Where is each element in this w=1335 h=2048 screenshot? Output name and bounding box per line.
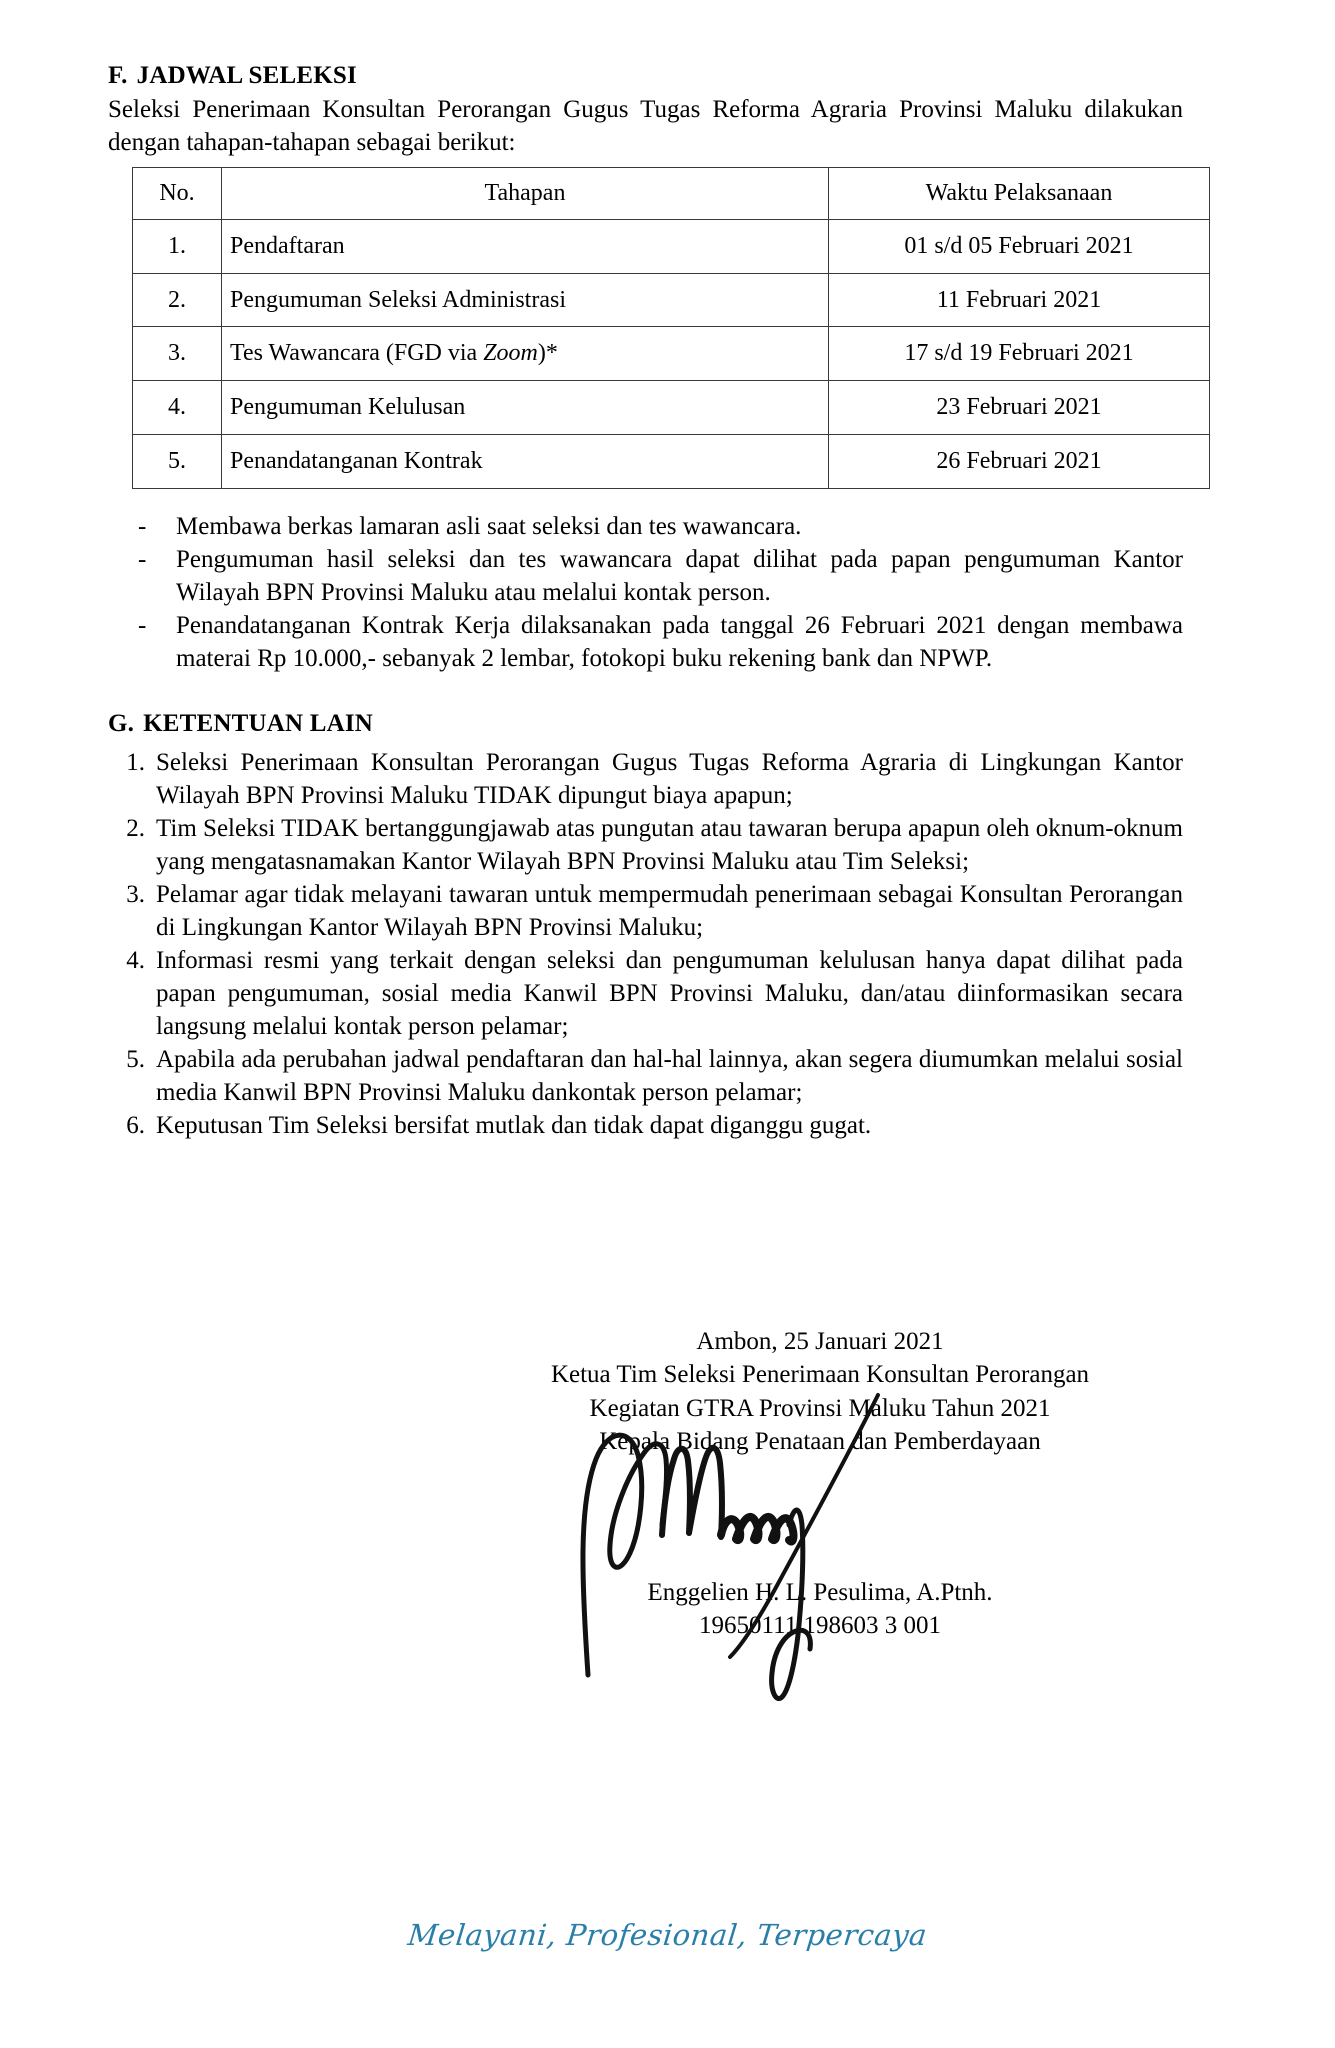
section-f-heading bbox=[108, 60, 1183, 92]
list-item bbox=[108, 1043, 1183, 1109]
signature-role-line-3: Kepala Bidang Penataan dan Pemberdayaan bbox=[599, 1427, 1041, 1455]
note-text: Penandatanganan Kontrak Kerja dilaksanakan pada tanggal 26 Februari 2021 dengan membawa materai Rp 10.000,- sebanyak 2 lembar, fotokopi buku rekening bank dan NPWP. bbox=[176, 612, 1183, 672]
signature-place-date: Ambon, 25 Januari 2021 bbox=[696, 1328, 944, 1355]
row-waktu: 17 s/d 19 Februari 2021 bbox=[829, 327, 1210, 381]
item-number: 2. bbox=[126, 815, 145, 843]
row-no: 1. bbox=[133, 219, 222, 273]
note-text: Pengumuman hasil seleksi dan tes wawancara dapat dilihat pada papan pengumuman Kantor Wilayah BPN Provinsi Maluku atau melalui kontak person. bbox=[176, 546, 1183, 606]
section-g-title: KETENTUAN LAIN bbox=[143, 710, 374, 738]
row-tahapan bbox=[222, 381, 829, 435]
list-item bbox=[108, 746, 1183, 812]
row-no: 2. bbox=[133, 273, 222, 327]
header-tahapan: Tahapan bbox=[222, 168, 829, 220]
document-content bbox=[108, 60, 1183, 1142]
table-header-row bbox=[133, 168, 1210, 220]
signatory-name: Enggelien H. L. Pesulima, A.Ptnh. bbox=[647, 1579, 993, 1606]
row-tahapan-text: Penandatanganan Kontrak bbox=[230, 447, 483, 474]
row-tahapan bbox=[222, 327, 829, 381]
table-row bbox=[133, 381, 1210, 435]
list-item bbox=[108, 944, 1183, 1043]
footer-tagline: Melayani, Profesional, Terpercaya bbox=[406, 1918, 929, 1952]
list-item bbox=[130, 544, 1183, 609]
item-number: 5. bbox=[126, 1046, 145, 1074]
table-row bbox=[133, 273, 1210, 327]
header-waktu: Waktu Pelaksanaan bbox=[829, 168, 1210, 220]
row-tahapan bbox=[222, 219, 829, 273]
schedule-table bbox=[132, 167, 1210, 489]
section-g-heading bbox=[108, 708, 1183, 740]
table-row bbox=[133, 219, 1210, 273]
signature-space bbox=[440, 1458, 1200, 1576]
dash-marker: - bbox=[138, 546, 147, 574]
row-no: 5. bbox=[133, 434, 222, 488]
list-item bbox=[108, 1109, 1183, 1142]
dash-marker: - bbox=[138, 512, 147, 540]
item-number: 1. bbox=[126, 749, 145, 777]
section-f-title: JADWAL SELEKSI bbox=[136, 62, 357, 89]
schedule-notes-list bbox=[108, 511, 1183, 676]
row-tahapan bbox=[222, 434, 829, 488]
header-no: No. bbox=[133, 168, 222, 220]
row-tahapan-text: Pengumuman Kelulusan bbox=[230, 394, 466, 421]
item-text: Tim Seleksi TIDAK bertanggungjawab atas pungutan atau tawaran berupa apapun oleh oknum-oknum yang mengatasnamakan Kantor Wilayah BPN Provinsi Maluku atau Tim Seleksi; bbox=[156, 815, 1183, 876]
table-row bbox=[133, 327, 1210, 381]
row-waktu: 23 Februari 2021 bbox=[829, 381, 1210, 435]
section-g-letter: G. bbox=[108, 710, 135, 738]
list-item bbox=[130, 610, 1183, 675]
signature-role-line-2: Kegiatan GTRA Provinsi Maluku Tahun 2021 bbox=[589, 1394, 1051, 1422]
section-f-intro: Seleksi Penerimaan Konsultan Perorangan Gugus Tugas Reforma Agraria Provinsi Maluku dilakukan dengan tahapan-tahapan sebagai berikut: bbox=[108, 96, 1183, 156]
row-waktu: 11 Februari 2021 bbox=[829, 273, 1210, 327]
signature-block bbox=[440, 1325, 1200, 1643]
list-item bbox=[108, 878, 1183, 944]
row-no: 3. bbox=[133, 327, 222, 381]
section-spacer bbox=[108, 676, 1183, 708]
row-tahapan-text: Pendaftaran bbox=[230, 232, 345, 259]
item-text: Keputusan Tim Seleksi bersifat mutlak dan tidak dapat diganggu gugat. bbox=[156, 1112, 872, 1140]
item-text: Pelamar agar tidak melayani tawaran untuk mempermudah penerimaan sebagai Konsultan Perorangan di Lingkungan Kantor Wilayah BPN Provinsi Maluku; bbox=[156, 881, 1183, 942]
item-number: 4. bbox=[126, 947, 145, 975]
row-tahapan-text: Tes Wawancara (FGD via bbox=[230, 340, 484, 367]
row-tahapan bbox=[222, 273, 829, 327]
item-text: Apabila ada perubahan jadwal pendaftaran dan hal-hal lainnya, akan segera diumumkan melalui sosial media Kanwil BPN Provinsi Maluku dankontak person pelamar; bbox=[156, 1046, 1183, 1107]
item-text: Informasi resmi yang terkait dengan seleksi dan pengumuman kelulusan hanya dapat dilihat pada papan pengumuman, sosial media Kanwil BPN Provinsi Maluku, dan/atau diinformasikan secara langsung melalui kontak person pelamar; bbox=[156, 947, 1183, 1041]
row-waktu: 01 s/d 05 Februari 2021 bbox=[829, 219, 1210, 273]
row-no: 4. bbox=[133, 381, 222, 435]
ketentuan-list bbox=[108, 746, 1183, 1142]
item-number: 3. bbox=[126, 881, 145, 909]
note-text: Membawa berkas lamaran asli saat seleksi dan tes wawancara. bbox=[176, 512, 802, 540]
row-waktu: 26 Februari 2021 bbox=[829, 434, 1210, 488]
row-tahapan-tail: )* bbox=[537, 340, 558, 367]
list-item bbox=[130, 511, 1183, 544]
row-tahapan-italic: Zoom bbox=[483, 340, 538, 367]
section-f-letter: F. bbox=[108, 62, 128, 89]
signature-role-line-1: Ketua Tim Seleksi Penerimaan Konsultan Perorangan bbox=[550, 1361, 1090, 1389]
dash-marker: - bbox=[138, 612, 147, 640]
item-text: Seleksi Penerimaan Konsultan Perorangan Gugus Tugas Reforma Agraria di Lingkungan Kantor Wilayah BPN Provinsi Maluku TIDAK dipungut biaya apapun; bbox=[156, 749, 1183, 810]
table-row bbox=[133, 434, 1210, 488]
signatory-nip: 19650111 198603 3 001 bbox=[699, 1612, 941, 1640]
item-number: 6. bbox=[126, 1112, 145, 1140]
list-item bbox=[108, 812, 1183, 878]
row-tahapan-text: Pengumuman Seleksi Administrasi bbox=[230, 286, 566, 313]
